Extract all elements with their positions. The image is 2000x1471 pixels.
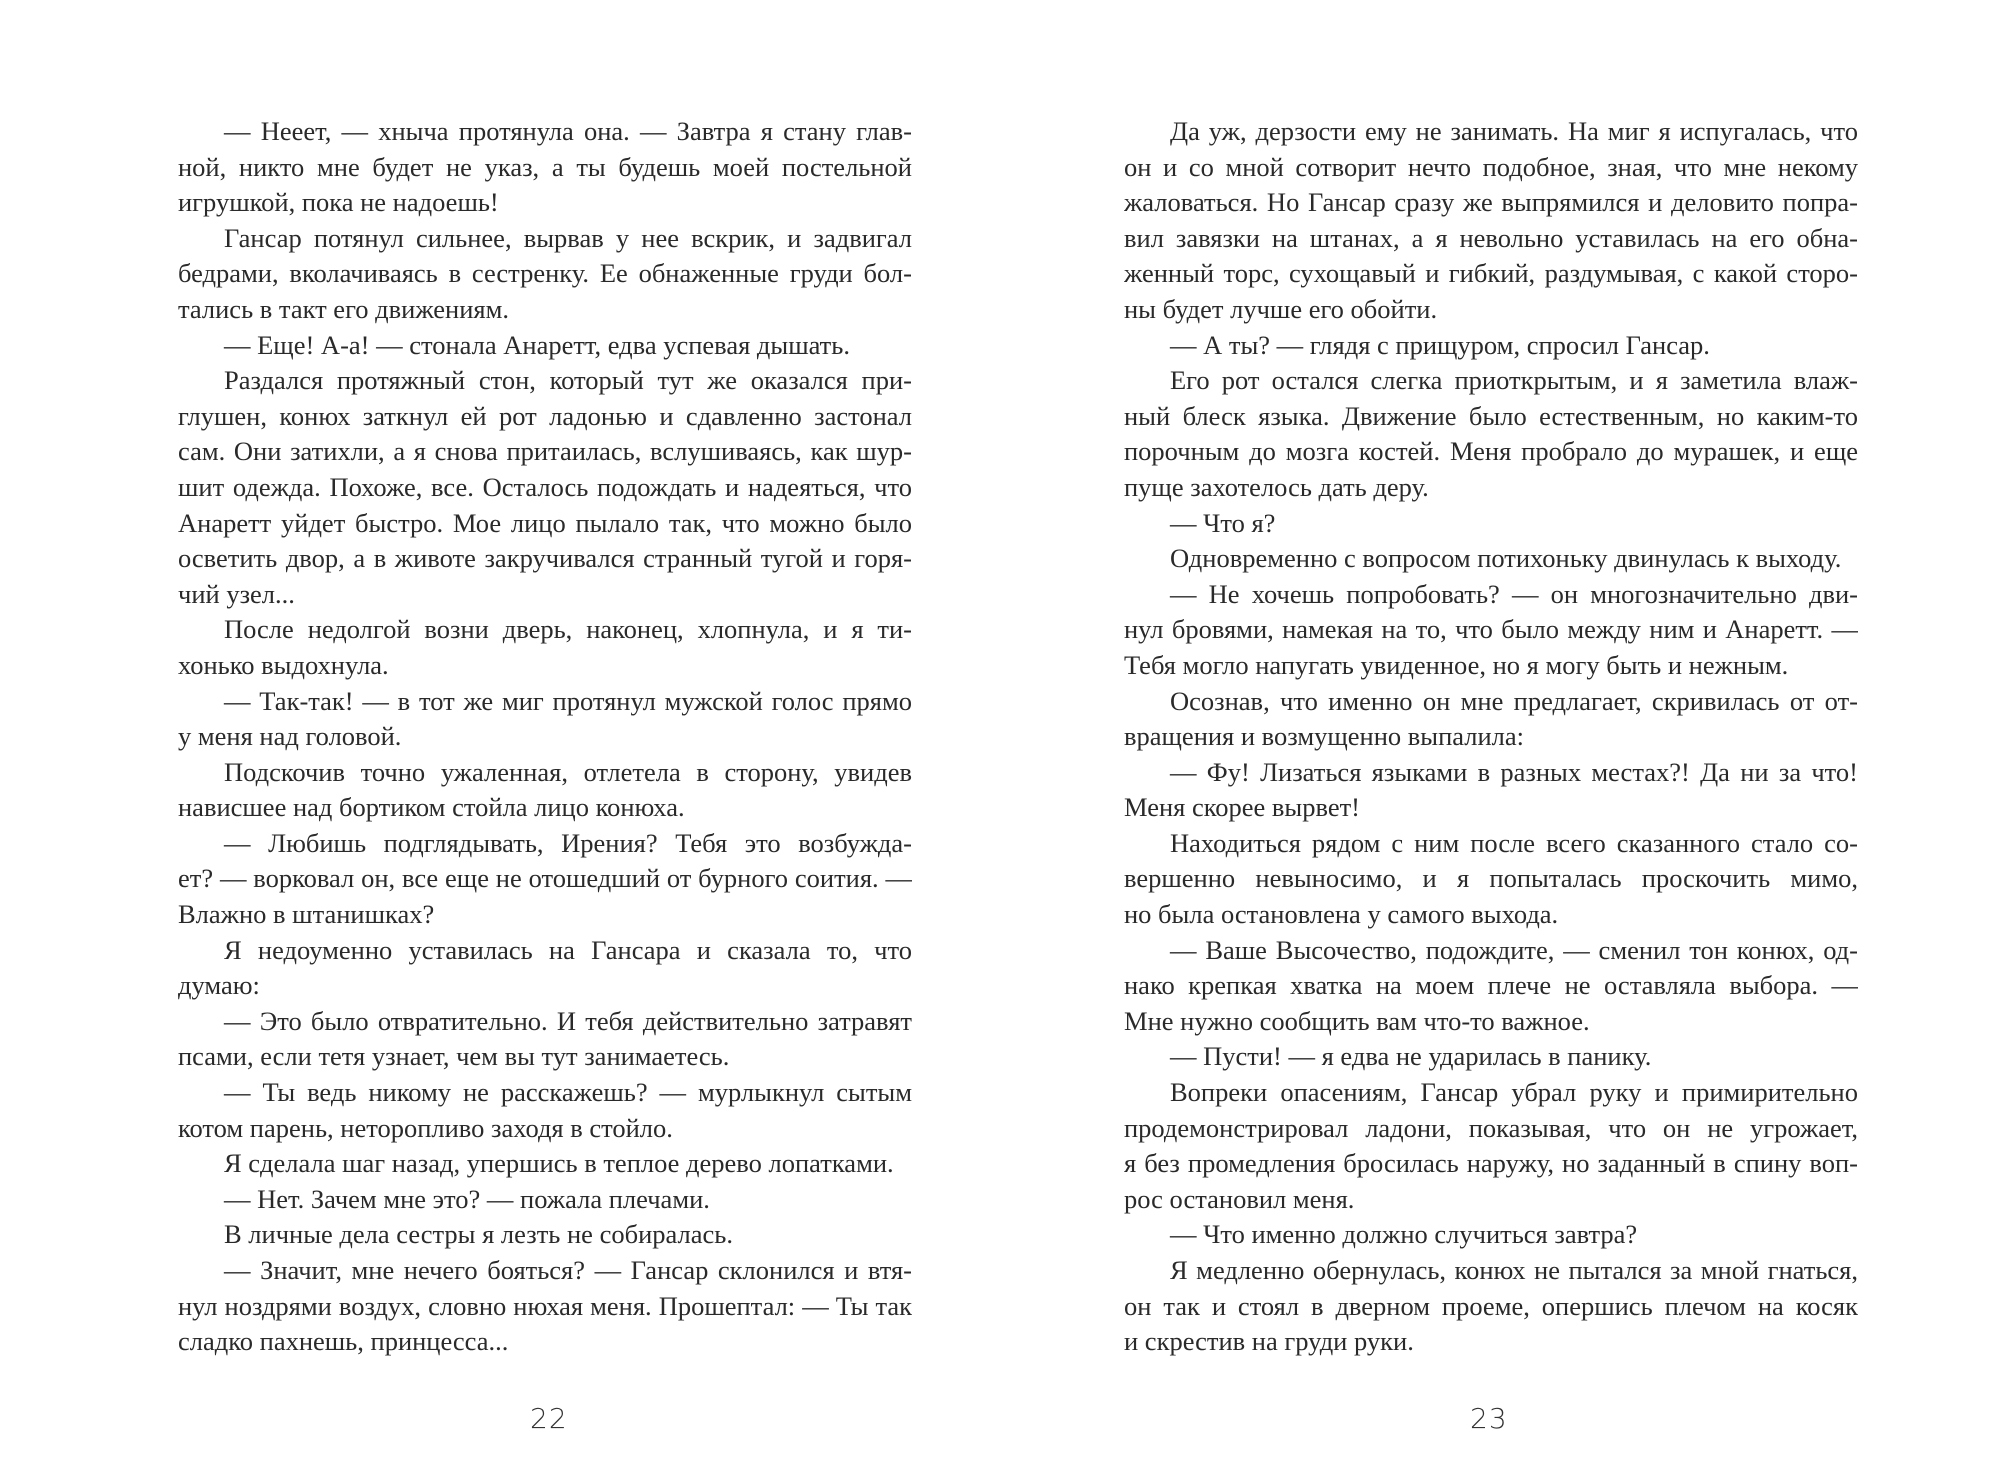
text-line: тались в такт его движениям. (178, 293, 510, 324)
text-line: Раздался протяжный стон, который тут же оказался при- (224, 365, 912, 396)
text-line: — Значит, мне нечего бояться? — Гансар склонился и втя- (224, 1255, 912, 1285)
right-page (1000, 0, 2000, 1471)
text-line: — Ты ведь никому не расскажешь? — мурлыкнул сытым (224, 1077, 912, 1108)
paragraph (1124, 363, 1858, 505)
text-line: глушен, конюх заткнул ей рот ладонью и сдавленно застонал (178, 400, 912, 431)
paragraph (1124, 577, 1858, 684)
paragraph (1124, 541, 1858, 577)
text-line: ет? — ворковал он, все еще не отошедший от бурного соития. — (178, 863, 912, 894)
text-line: хонько выдохнула. (178, 649, 389, 680)
paragraph (178, 1217, 912, 1253)
text-line: В личные дела сестры я лезть не собиралась. (224, 1219, 733, 1250)
text-line: игрушкой, пока не надоешь! (178, 187, 499, 218)
text-line: Мне нужно сообщить вам что-то важное. (1124, 1005, 1590, 1036)
text-line: чий узел... (178, 578, 295, 609)
text-line: Тебя могло напугать увиденное, но я могу быть и нежным. (1124, 649, 1789, 680)
text-line: вращения и возмущенно выпалила: (1124, 721, 1525, 752)
text-line: Осознав, что именно он мне предлагает, скривилась от от- (1170, 685, 1858, 716)
paragraph (178, 1253, 912, 1360)
paragraph (178, 328, 912, 364)
paragraph (178, 1146, 912, 1182)
text-line: Вопреки опасениям, Гансар убрал руку и примирительно (1170, 1077, 1858, 1108)
text-line: — Пусти! — я едва не ударилась в панику. (1170, 1041, 1652, 1072)
text-line: Я недоуменно уставилась на Гансара и сказала то, что (224, 934, 912, 965)
left-page-number: 22 (530, 1402, 568, 1435)
text-line: псами, если тетя узнает, чем вы тут занимаетесь. (178, 1041, 730, 1072)
text-line: ный блеск языка. Движение было естественным, но каким-то (1124, 400, 1858, 431)
text-line: — Любишь подглядывать, Ирения? Тебя это возбужда- (224, 827, 912, 858)
text-line: — Фу! Лизаться языками в разных местах?! Да ни за что! (1170, 756, 1858, 787)
paragraph (1124, 328, 1858, 364)
text-line: — Не хочешь попробовать? — он многозначительно дви- (1170, 578, 1858, 609)
text-line: у меня над головой. (178, 721, 402, 752)
text-line: и скрестив на груди руки. (1124, 1326, 1414, 1357)
text-line: Находиться рядом с ним после всего сказанного стало со- (1170, 827, 1858, 858)
paragraph (178, 114, 912, 221)
right-page-text (1124, 114, 1858, 1360)
text-line: Меня скорее вырвет! (1124, 792, 1361, 823)
text-line: котом парень, неторопливо заходя в стойло. (178, 1112, 673, 1143)
text-line: После недолгой возни дверь, наконец, хлопнула, и я ти- (224, 614, 912, 645)
text-line: я без промедления бросилась наружу, но заданный в спину воп- (1124, 1148, 1858, 1179)
text-line: пуще захотелось дать деру. (1124, 471, 1429, 502)
text-line: — Так-так! — в тот же миг протянул мужской голос прямо (224, 685, 912, 716)
paragraph (178, 933, 912, 1004)
paragraph (1124, 506, 1858, 542)
text-line: продемонстрировал ладони, показывая, что он не угрожает, (1124, 1112, 1858, 1143)
paragraph (1124, 1039, 1858, 1075)
paragraph (1124, 684, 1858, 755)
text-line: — Нееет, — хныча протянула она. — Завтра я стану глав- (224, 116, 912, 146)
text-line: ны будет лучше его обойти. (1124, 293, 1438, 324)
paragraph (1124, 933, 1858, 1040)
text-line: но была остановлена у самого выхода. (1124, 899, 1559, 930)
right-page-number: 23 (1470, 1402, 1508, 1435)
text-line: — Еще! А-а! — стонала Анаретт, едва успевая дышать. (224, 329, 850, 360)
paragraph (178, 1075, 912, 1146)
text-line: нависшее над бортиком стойла лицо конюха. (178, 792, 685, 823)
text-line: вил завязки на штанах, а я невольно уставилась на его обна- (1124, 222, 1858, 253)
text-line: ной, никто мне будет не указ, а ты будешь моей постельной (178, 151, 912, 182)
text-line: порочным до мозга костей. Меня пробрало до мурашек, и еще (1124, 436, 1858, 467)
text-line: бедрами, вколачиваясь в сестренку. Ее обнаженные груди бол- (178, 258, 912, 289)
text-line: рос остановил меня. (1124, 1183, 1355, 1214)
paragraph (1124, 755, 1858, 826)
paragraph (178, 363, 912, 612)
text-line: — Это было отвратительно. И тебя действительно затравят (224, 1005, 912, 1036)
text-line: думаю: (178, 970, 260, 1001)
text-line: осветить двор, а в животе закручивался странный тугой и горя- (178, 543, 912, 574)
paragraph (178, 221, 912, 328)
text-line: — Что я? (1170, 507, 1276, 538)
paragraph (1124, 1217, 1858, 1253)
text-line: жаловаться. Но Гансар сразу же выпрямился и деловито попра- (1124, 187, 1858, 218)
text-line: женный торс, сухощавый и гибкий, раздумывая, с какой сторо- (1124, 258, 1858, 289)
text-line: Я сделала шаг назад, упершись в теплое дерево лопатками. (224, 1148, 894, 1179)
text-line: — Нет. Зачем мне это? — пожала плечами. (224, 1183, 710, 1214)
text-line: нако крепкая хватка на моем плече не оставляла выбора. — (1124, 970, 1858, 1001)
paragraph (1124, 114, 1858, 328)
text-line: Влажно в штанишках? (178, 899, 435, 930)
text-line: Я медленно обернулась, конюх не пытался за мной гнаться, (1170, 1255, 1858, 1285)
paragraph (1124, 1075, 1858, 1217)
text-line: он и со мной сотворит нечто подобное, зная, что мне некому (1124, 151, 1858, 182)
text-line: — Что именно должно случиться завтра? (1170, 1219, 1638, 1250)
text-line: Гансар потянул сильнее, вырвав у нее вскрик, и задвигал (224, 222, 912, 253)
text-line: сладко пахнешь, принцесса... (178, 1326, 509, 1357)
text-line: Да уж, дерзости ему не занимать. На миг я испугалась, что (1170, 116, 1858, 146)
text-line: Подскочив точно ужаленная, отлетела в сторону, увидев (224, 756, 912, 787)
text-line: — А ты? — глядя с прищуром, спросил Гансар. (1170, 329, 1710, 360)
paragraph (1124, 1253, 1858, 1360)
paragraph (1124, 826, 1858, 933)
paragraph (178, 755, 912, 826)
text-line: нул бровями, намекая на то, что было между ним и Анаретт. — (1124, 614, 1858, 645)
paragraph (178, 1182, 912, 1218)
paragraph (178, 684, 912, 755)
paragraph (178, 612, 912, 683)
text-line: он так и стоял в дверном проеме, опершись плечом на косяк (1124, 1290, 1858, 1321)
text-line: нул ноздрями воздух, словно нюхая меня. Прошептал: — Ты так (178, 1290, 912, 1321)
text-line: — Ваше Высочество, подождите, — сменил тон конюх, од- (1170, 934, 1858, 965)
text-line: Анаретт уйдет быстро. Мое лицо пылало так, что можно было (178, 507, 912, 538)
text-line: сам. Они затихли, а я снова притаилась, вслушиваясь, как шур- (178, 436, 912, 467)
text-line: вершенно невыносимо, и я попыталась проскочить мимо, (1124, 863, 1858, 894)
text-line: Его рот остался слегка приоткрытым, и я заметила влаж- (1170, 365, 1858, 396)
paragraph (178, 1004, 912, 1075)
text-line: шит одежда. Похоже, все. Осталось подождать и надеяться, что (178, 471, 912, 502)
paragraph (178, 826, 912, 933)
text-line: Одновременно с вопросом потихоньку двинулась к выходу. (1170, 543, 1842, 574)
left-page-text (178, 114, 912, 1360)
